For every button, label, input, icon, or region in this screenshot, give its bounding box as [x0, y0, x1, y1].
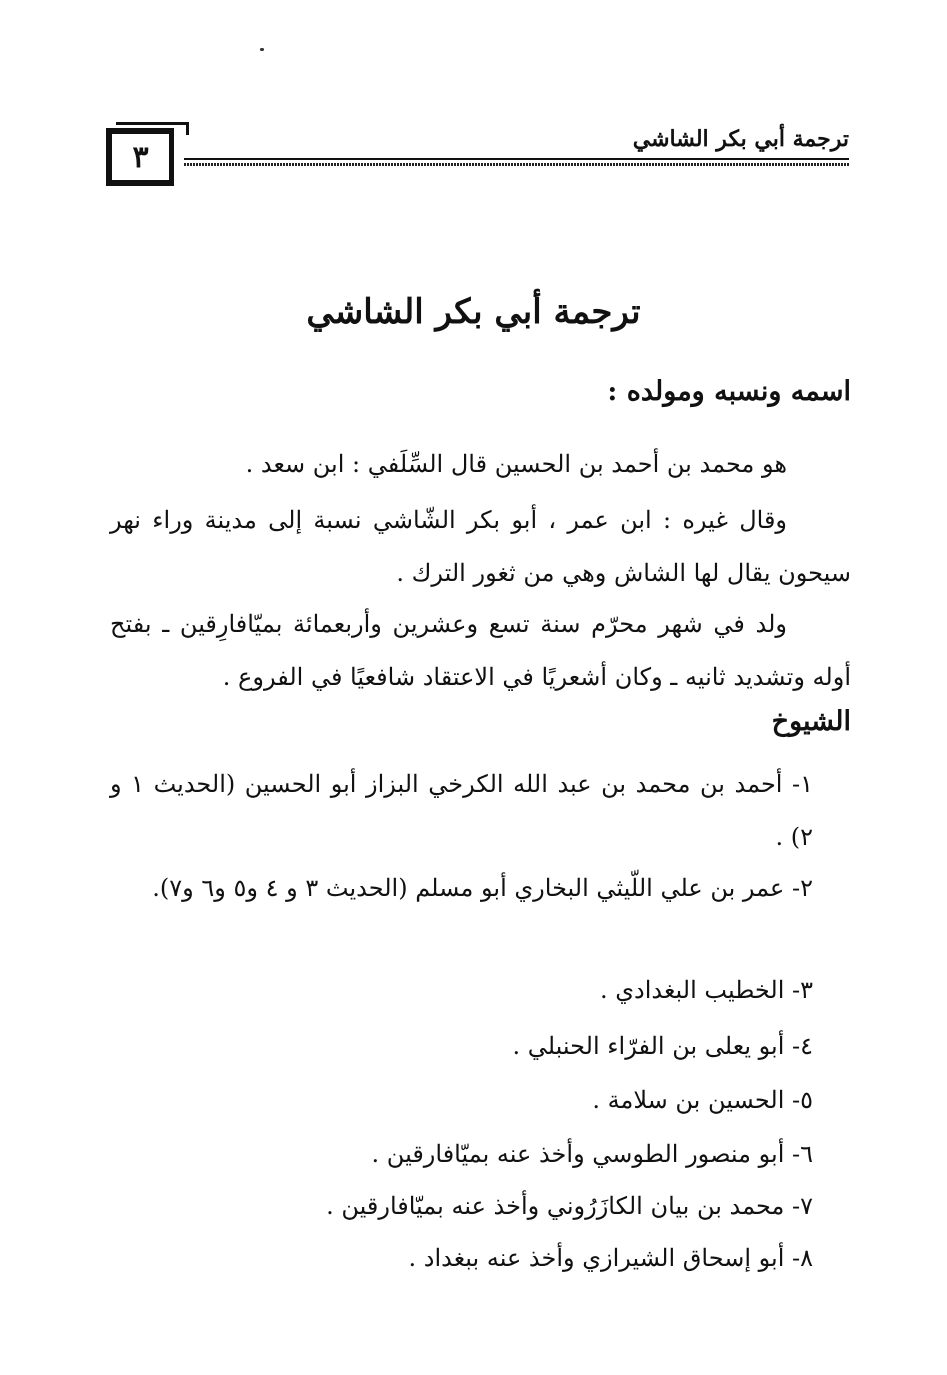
list-item: ٤- أبو يعلى بن الفرّاء الحنبلي . [512, 1032, 813, 1060]
list-item: ٢- عمر بن علي اللّيثي البخاري أبو مسلم (الحديث ٣ و ٤ و٥ و٦ و٧). [152, 874, 813, 902]
list-item: ٥- الحسين بن سلامة . [592, 1086, 813, 1114]
list-item: ١- أحمد بن محمد بن عبد الله الكرخي البزاز أبو الحسين (الحديث ١ و ٢) . [110, 770, 814, 851]
page-number: ٣ [132, 139, 149, 175]
header-rule-decorative [184, 163, 849, 166]
header-rule [184, 158, 849, 160]
section-heading-name-lineage: اسمه ونسبه ومولده : [607, 376, 851, 407]
paragraph: وقال غيره : ابن عمر ، أبو بكر الشّاشي نسبة إلى مدينة وراء نهر سيحون يقال لها الشاش وهي من ثغور الترك . [110, 506, 851, 587]
paragraph: هو محمد بن أحمد بن الحسين قال السِّلَفي : ابن سعد . [245, 450, 787, 478]
paragraph: ولد في شهر محرّم سنة تسع وعشرين وأربعمائة بميّافارِقين ـ بفتح أوله وتشديد ثانيه ـ وكان أشعريًا في الاعتقاد شافعيًا في الفروع . [110, 610, 851, 691]
list-item: ٦- أبو منصور الطوسي وأخذ عنه بميّافارقين . [371, 1140, 813, 1168]
list-item: ٣- الخطيب البغدادي . [599, 976, 813, 1004]
list-item: ٨- أبو إسحاق الشيرازي وأخذ عنه ببغداد . [408, 1244, 813, 1272]
page-number-box [106, 128, 174, 186]
list-item: ٧- محمد بن بيان الكازَرُوني وأخذ عنه بميّافارقين . [326, 1192, 813, 1220]
section-heading-teachers: الشيوخ [771, 706, 851, 737]
page-title: ترجمة أبي بكر الشاشي [306, 292, 641, 332]
speck [260, 48, 264, 51]
running-header-title: ترجمة أبي بكر الشاشي [632, 126, 849, 152]
